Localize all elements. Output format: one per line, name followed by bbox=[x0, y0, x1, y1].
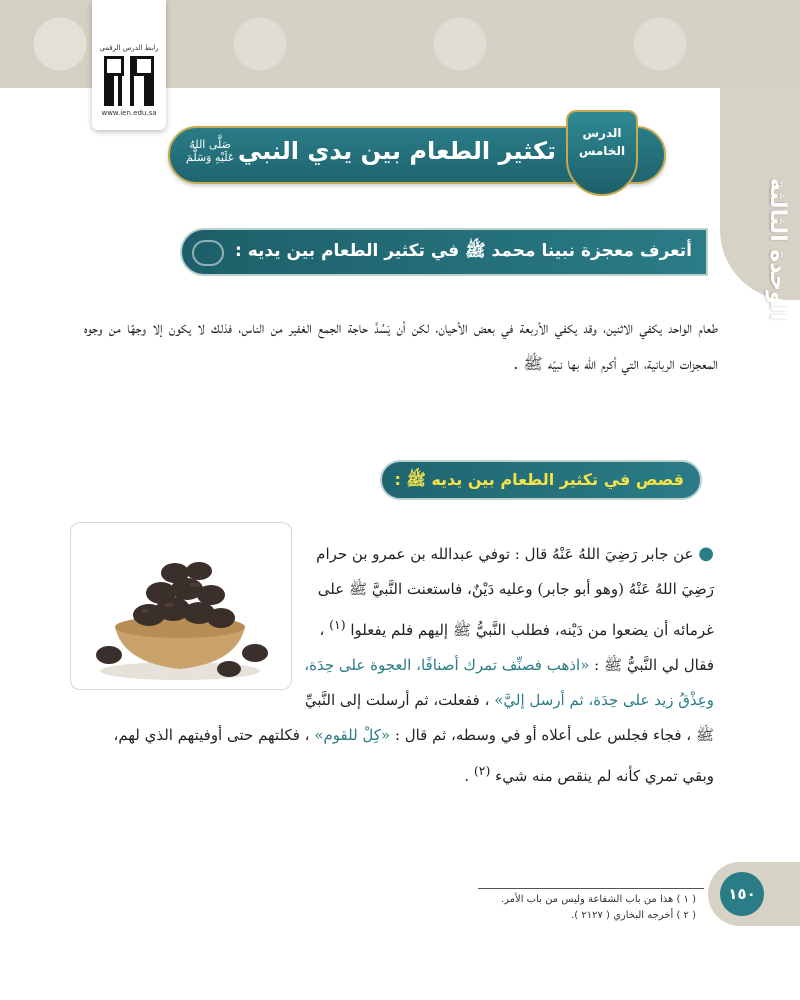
bullet-icon: ● bbox=[698, 543, 714, 564]
unit-side-band bbox=[720, 88, 800, 321]
objective-bar bbox=[180, 228, 708, 276]
story-part-4: ، فكلتهم حتى أوفيتهم الذي لهم، وبقي تمري كأنه لم ينقص منه شيء bbox=[113, 726, 714, 785]
unit-label: الوحدة الثالثة bbox=[765, 177, 790, 321]
footnote-ref-1[interactable]: (١) bbox=[329, 617, 346, 632]
footnote-2: ( ٢ ) أخرجه البخاري ( ٢١٢٧ ). bbox=[571, 910, 696, 921]
hadith-quote-2: «كِلْ للقوم» bbox=[314, 726, 391, 744]
honorific-line-1: صَلَّى اللهُ bbox=[189, 138, 231, 151]
page-number: ١٥٠ bbox=[720, 872, 764, 916]
honorific-line-2: عَلَيْهِ وَسَلَّمَ bbox=[186, 151, 235, 165]
footnote-ref-2[interactable]: (٢) bbox=[473, 763, 491, 778]
hadith-quote-1: «اذهب فصنِّف تمرك أصنافًا، العجوة على حِدَة، وعِذْقُ زيد على حِدَة، ثم أرسل إليَّ» bbox=[304, 656, 714, 709]
lesson-number-badge bbox=[566, 110, 638, 196]
qr-code-icon[interactable] bbox=[104, 56, 154, 106]
badge-line-1: الدرس bbox=[582, 126, 622, 140]
intro-paragraph: طعام الواحد يكفي الاثنين، وقد يكفي الأربعة في بعض الأحيان، لكن أن يَسُدَّ حاجة الجمع الغفير من الناس، فذلك لا يكون إلا وجهًا من وجوه المعجزات الربانية، التي أكرم الله بها نبيّه ﷺ . bbox=[84, 318, 718, 373]
story-end: . bbox=[464, 767, 470, 785]
footnote-divider bbox=[478, 888, 704, 889]
section-heading: قصص في تكثير الطعام بين يديه ﷺ : bbox=[394, 470, 684, 489]
lesson-title: تكثير الطعام بين يدي النبي bbox=[237, 137, 556, 165]
qr-url[interactable]: www.ien.edu.sa bbox=[101, 109, 157, 117]
objective-text: أتعرف معجزة نبينا محمد ﷺ في تكثير الطعام بين يديه : bbox=[235, 241, 692, 261]
qr-title: رابط الدرس الرقمي bbox=[99, 44, 159, 52]
lesson-honorific bbox=[186, 138, 234, 164]
qr-card[interactable] bbox=[92, 0, 166, 130]
story-part-3: ، ففعلت، ثم أرسلت إلى النَّبيِّ ﷺ ، فجاء فجلس على أعلاه أو في وسطه، ثم قال : bbox=[304, 691, 714, 744]
story-paragraph bbox=[84, 536, 714, 794]
footnote-1: ( ١ ) هذا من باب الشفاعة وليس من باب الأمر. bbox=[500, 894, 696, 905]
objective-accent-shape bbox=[192, 240, 224, 266]
footnotes bbox=[336, 892, 696, 924]
story-part-1: عن جابر رَضِيَ اللهُ عَنْهُ قال : توفي عبدالله بن عمرو بن حرام رَضِيَ اللهُ عَنْهُ (وهو أبو جابر) وعليه دَيْنٌ، فاستعنت النَّبيَّ ﷺ على غرمائه أن يضعوا من دَيْنه، فطلب النَّبيُّ ﷺ إليهم فلم يفعلوا bbox=[316, 545, 714, 639]
section-heading-bar bbox=[380, 460, 702, 500]
badge-line-2: الخامس bbox=[578, 144, 626, 158]
story-part-2: ، فقال لي النَّبيُّ ﷺ : bbox=[319, 621, 714, 674]
